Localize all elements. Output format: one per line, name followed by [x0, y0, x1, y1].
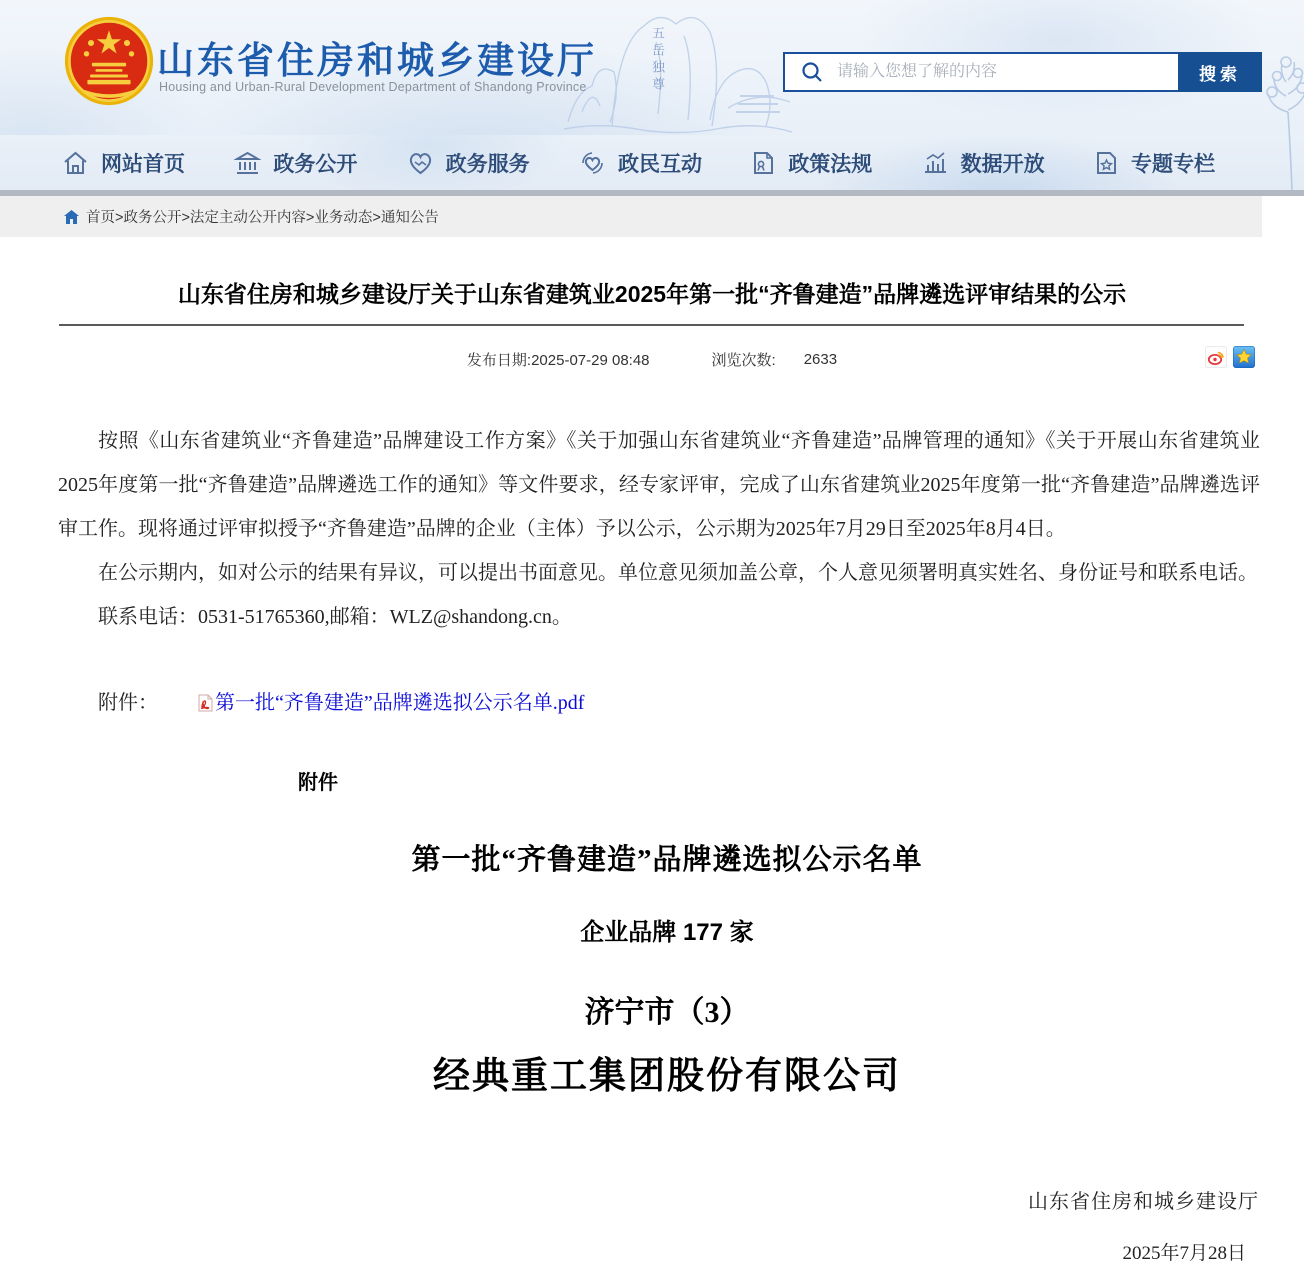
article-main	[0, 279, 1304, 1265]
share-buttons	[1205, 346, 1255, 368]
pdf-file-icon	[158, 684, 213, 728]
heart-interaction-icon	[579, 150, 606, 176]
article-paragraph: 联系电话：0531-51765360,邮箱：WLZ@shandong.cn。	[98, 606, 572, 628]
title-divider	[59, 324, 1244, 326]
search-button[interactable]: 搜索	[1178, 52, 1262, 92]
document-title: 第一批“齐鲁建造”品牌遴选拟公示名单	[411, 844, 923, 876]
nav-item-label: 政务公开	[273, 152, 358, 176]
handshake-icon	[407, 150, 434, 176]
search-form	[783, 52, 1262, 92]
nav-item-policies[interactable]	[751, 148, 872, 178]
qzone-share-icon[interactable]	[1233, 346, 1255, 368]
nav-item-label: 数据开放	[960, 152, 1045, 176]
site-header	[0, 0, 1304, 135]
embedded-document	[0, 766, 1304, 1099]
nav-item-special-topics[interactable]	[1094, 148, 1215, 178]
document-annex-label: 附件	[298, 772, 338, 794]
breadcrumb	[64, 206, 439, 227]
breadcrumb-band	[0, 196, 1262, 237]
document-subtitle: 企业品牌 177 家	[580, 919, 754, 946]
breadcrumb-home-icon[interactable]	[64, 210, 79, 224]
page-title: 山东省住房和城乡建设厅关于山东省建筑业2025年第一批“齐鲁建造”品牌遴选评审结果的公示	[177, 281, 1127, 307]
views-count: 2633	[803, 350, 838, 368]
breadcrumb-path[interactable]: 首页>政务公开>法定主动公开内容>业务动态>通知公告	[86, 210, 439, 226]
attachment-link[interactable]: 第一批“齐鲁建造”品牌遴选拟公示名单.pdf	[215, 692, 585, 714]
main-nav	[0, 135, 1304, 190]
nav-item-gov-services[interactable]	[407, 148, 530, 178]
nav-item-gov-affairs[interactable]	[234, 148, 357, 178]
government-building-icon	[234, 150, 261, 176]
article-paragraph: 在公示期内，如对公示的结果有异议，可以提出书面意见。单位意见须加盖公章，个人意见须署明真实姓名、身份证号和联系电话。	[98, 562, 1258, 584]
nav-item-label: 政策法规	[788, 152, 873, 176]
site-subtitle: Housing and Urban-Rural Development Department of Shandong Province	[159, 80, 587, 94]
nav-item-home[interactable]	[62, 148, 185, 178]
nav-item-label: 网站首页	[101, 152, 185, 176]
article-meta	[0, 347, 1304, 371]
nav-item-label: 专题专栏	[1130, 152, 1215, 176]
home-icon	[62, 150, 89, 176]
views-label: 浏览次数:	[711, 351, 776, 369]
nav-item-label: 政务服务	[445, 152, 530, 176]
policy-document-icon	[751, 150, 776, 176]
nav-item-label: 政民互动	[617, 152, 702, 176]
document-signature-block	[0, 1185, 1304, 1265]
star-document-icon	[1094, 150, 1119, 176]
document-company-name: 经典重工集团股份有限公司	[433, 1056, 901, 1097]
article-paragraph: 按照《山东省建筑业“齐鲁建造”品牌建设工作方案》《关于加强山东省建筑业“齐鲁建造”品牌管理的通知》《关于开展山东省建筑业2025年度第一批“齐鲁建造”品牌遴选工作的通知》等文件要求，经专家评审，完成了山东省建筑业2025年度第一批“齐鲁建造”品牌遴选评审工作。现将通过评审拟授予“齐鲁建造”品牌的企业（主体）予以公示，公示期为2025年7月29日至2025年8月4日。	[58, 430, 1260, 540]
site-title[interactable]: 山东省住房和城乡建设厅	[157, 40, 597, 81]
search-input[interactable]	[837, 54, 1178, 90]
search-icon	[801, 61, 823, 83]
attachment-label: 附件：	[98, 692, 158, 714]
weibo-share-icon[interactable]	[1205, 346, 1227, 368]
bar-chart-icon	[922, 150, 949, 176]
signature-date: 2025年7月28日	[1122, 1243, 1246, 1264]
national-emblem-logo	[64, 15, 154, 107]
mountain-inscription: 五岳独尊	[650, 26, 665, 94]
publish-date: 发布日期:2025-07-29 08:48	[466, 351, 650, 369]
article-body	[58, 419, 1260, 728]
nav-item-interaction[interactable]	[579, 148, 702, 178]
nav-item-open-data[interactable]	[922, 148, 1045, 178]
attachment-row	[58, 681, 1260, 728]
signature-department: 山东省住房和城乡建设厅	[1028, 1191, 1259, 1213]
document-city-heading: 济宁市（3）	[584, 996, 750, 1029]
